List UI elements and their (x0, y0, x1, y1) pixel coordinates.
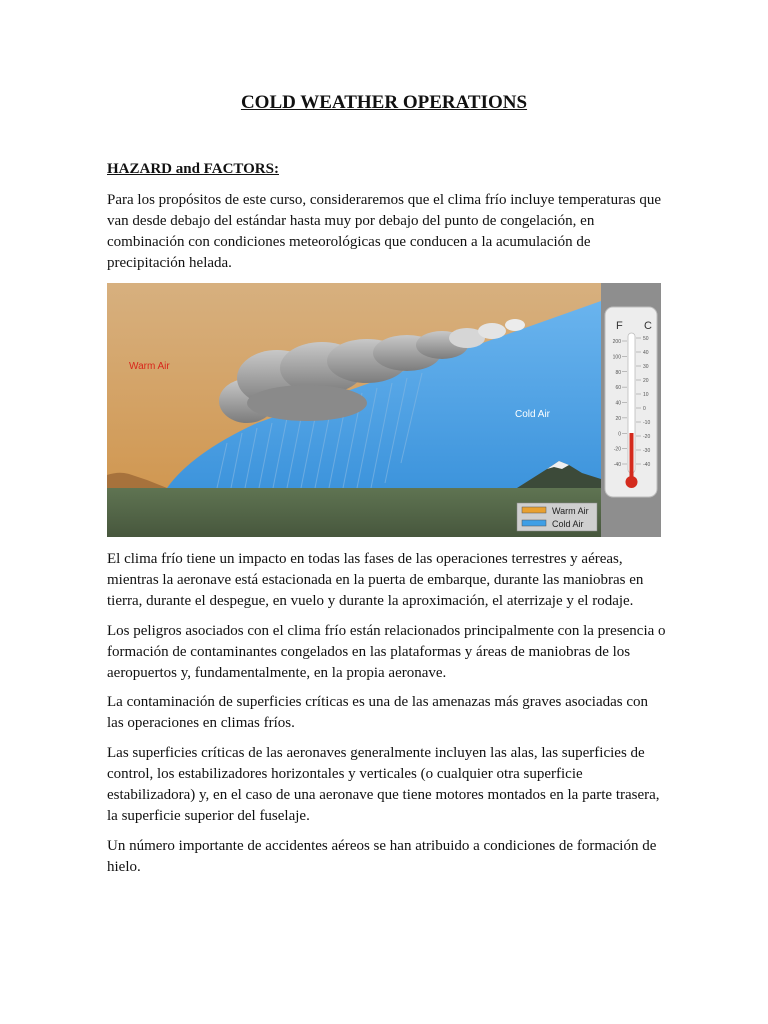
f-tick-label: 0 (618, 431, 621, 438)
thermometer-mercury (630, 433, 634, 477)
thermometer-bulb (626, 476, 638, 488)
paragraph-impact: El clima frío tiene un impacto en todas las fases de las operaciones terrestres y aéreas, mientras la aeronave está estacionada en la puerta de embarque, durante las maniobras en tierra, durante el despegue, en vuelo y durante la aproximación, el aterrizaje y el rodaje. (107, 551, 644, 609)
legend-swatch-warm (522, 507, 546, 513)
c-tick-label: 0 (643, 406, 646, 412)
c-tick-label: -30 (643, 448, 651, 454)
c-tick-label: 30 (643, 364, 649, 370)
paragraph-hazards: Los peligros asociados con el clima frío están relacionados principalmente con la presencia o formación de contaminantes congelados en las plataformas y áreas de maniobras de los aeropuertos y, fundamentalmente, en la propia aeronave. (107, 623, 666, 681)
f-tick-label: 200 (612, 339, 621, 345)
paragraph-contamination: La contaminación de superficies críticas es una de las amenazas más graves asociadas con las operaciones en climas fríos. (107, 694, 649, 731)
f-tick-label: 40 (615, 400, 621, 407)
legend (517, 503, 597, 531)
f-tick-label: 100 (612, 354, 621, 361)
legend-label-warm: Warm Air (552, 506, 589, 516)
c-tick-label: -20 (643, 434, 651, 440)
warm-air-label: Warm Air (129, 361, 170, 372)
section-heading: HAZARD and FACTORS: (107, 161, 279, 177)
cold-air-label: Cold Air (515, 409, 551, 420)
paragraph-intro: Para los propósitos de este curso, consideraremos que el clima frío incluye temperaturas que van desde debajo del estándar hasta muy por debajo del punto de congelación, en combinación con condiciones meteorológicas que conducen a la acumulación de precipitación helada. (107, 192, 661, 271)
f-tick-label: 80 (615, 369, 621, 376)
f-tick-label: -20 (613, 446, 621, 453)
f-tick-label: 20 (615, 415, 621, 422)
paragraph-critical-surfaces: Las superficies críticas de las aeronaves generalmente incluyen las alas, las superficies de control, los estabilizadores horizontales y verticales (o cualquier otra superficie estabilizadora) y, en el caso de una aeronave que tiene motores montados en la parte trasera, la superficie superior del fuselaje. (107, 745, 660, 824)
thermometer-c-label: C (644, 320, 652, 332)
c-tick-label: 50 (643, 336, 649, 342)
f-tick-label: -40 (613, 462, 621, 468)
c-tick-label: 40 (643, 350, 649, 356)
f-tick-label: 60 (615, 385, 621, 392)
legend-label-cold: Cold Air (552, 519, 584, 529)
cold-front-diagram (107, 283, 661, 537)
page-title: COLD WEATHER OPERATIONS (240, 92, 528, 113)
paragraph-accidents: Un número importante de accidentes aéreos se han atribuido a condiciones de formación de hielo. (107, 838, 657, 875)
thermometer-f-label: F (616, 320, 623, 332)
c-tick-label: 10 (643, 392, 649, 398)
c-tick-label: -10 (643, 420, 651, 426)
legend-swatch-cold (522, 520, 546, 526)
c-tick-label: -40 (643, 462, 651, 468)
c-tick-label: 20 (643, 378, 649, 384)
